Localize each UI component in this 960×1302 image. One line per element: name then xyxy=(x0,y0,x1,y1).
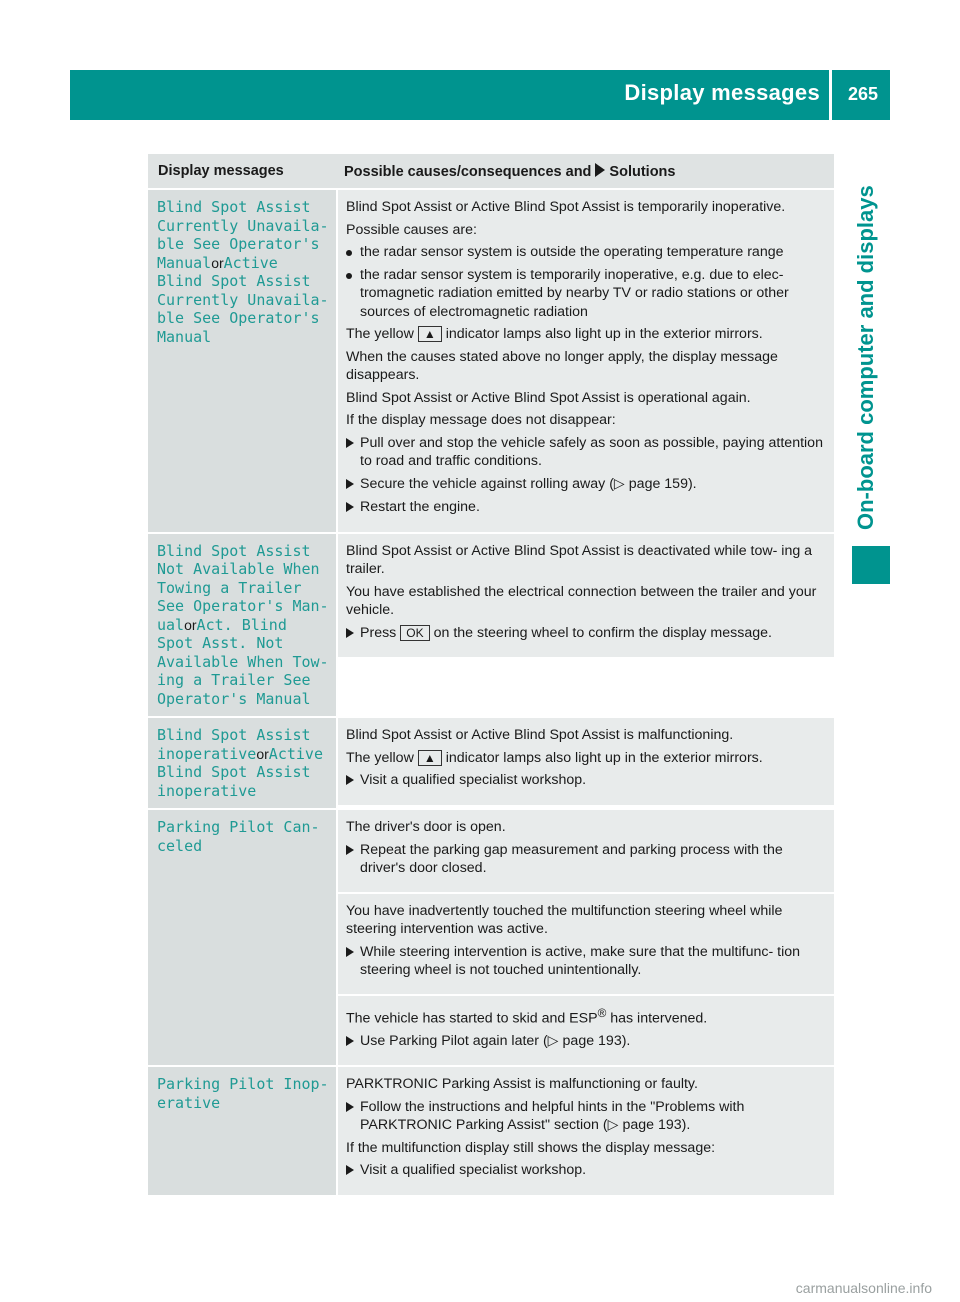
display-message: Parking Pilot Inop‐ erative xyxy=(148,1067,336,1195)
table-row xyxy=(148,808,834,1065)
solution-block: You have inadvertently touched the multifunction steering wheel while steering intervention was active. While steering intervention is active, make sure that the multifunc‐ tion steering wheel is not touched unintentionally. xyxy=(338,894,834,994)
step-item: Visit a qualified specialist workshop. xyxy=(346,771,828,791)
chapter-label: On-board computer and displays xyxy=(853,185,878,530)
solution-block: The vehicle has started to skid and ESP® has intervened. Use Parking Pilot again later (▷ page 193). xyxy=(338,996,834,1066)
bullet-icon xyxy=(346,243,360,262)
section-title: Display messages xyxy=(624,80,820,105)
causes-solutions xyxy=(338,718,834,808)
step-arrow-icon xyxy=(346,624,360,644)
display-message: Blind Spot Assist inoperativeorActive Blind Spot Assist inoperative xyxy=(148,718,336,808)
step-item: Pull over and stop the vehicle safely as soon as possible, paying attention to road and traffic conditions. xyxy=(346,434,828,471)
solution-block: Blind Spot Assist or Active Blind Spot Assist is malfunctioning. The yellow ▲ indicator lamps also light up in the exterior mirrors. Visit a qualified specialist workshop. xyxy=(338,718,834,805)
table-row xyxy=(148,1065,834,1195)
table-header xyxy=(148,154,834,188)
chapter-marker xyxy=(852,546,890,584)
causes-solutions xyxy=(338,1067,834,1195)
step-item: Restart the engine. xyxy=(346,498,828,518)
step-item: Use Parking Pilot again later (▷ page 193). xyxy=(346,1032,828,1052)
list-item: the radar sensor system is outside the operating temperature range xyxy=(346,243,828,262)
step-arrow-icon xyxy=(346,434,360,471)
display-message: Parking Pilot Can‐ celed xyxy=(148,810,336,1065)
step-item: Visit a qualified specialist workshop. xyxy=(346,1161,828,1181)
step-item: Follow the instructions and helpful hints in the "Problems with PARKTRONIC Parking Assist" section (▷ page 193). xyxy=(346,1098,828,1135)
chapter-side-tab xyxy=(852,170,880,530)
header-divider xyxy=(829,70,832,120)
page-header xyxy=(70,70,890,120)
bullet-icon xyxy=(346,266,360,322)
solution-block: PARKTRONIC Parking Assist is malfunctioning or faulty. Follow the instructions and helpful hints in the "Problems with PARKTRONIC Parking Assist" section (▷ page 193). If the multifunction display still shows the display message: Visit a qualified specialist workshop. xyxy=(338,1067,834,1195)
causes-solutions xyxy=(338,810,834,1065)
solution-arrow-icon xyxy=(595,163,605,177)
display-message: Blind Spot Assist Not Available When Towing a Trailer See Operator's Man‐ ualorAct. Blind Spot Asst. Not Available When Tow‐ ing a Trailer See Operator's Manual xyxy=(148,534,336,717)
step-item: Repeat the parking gap measurement and parking process with the driver's door closed. xyxy=(346,841,828,878)
step-arrow-icon xyxy=(346,771,360,791)
display-message: Blind Spot Assist Currently Unavaila‐ ble See Operator's ManualorActive Blind Spot Assist Currently Unavaila‐ ble See Operator's Manual xyxy=(148,190,336,532)
table-row xyxy=(148,532,834,717)
page-number: 265 xyxy=(847,84,878,104)
col-header-causes: Possible causes/consequences and Solutions xyxy=(344,163,676,180)
solution-block: Blind Spot Assist or Active Blind Spot Assist is deactivated while tow‐ ing a trailer. You have established the electrical connection between the trailer and your vehicle. Press OK on the steering wheel to confirm the display message. xyxy=(338,534,834,658)
step-arrow-icon xyxy=(346,1032,360,1052)
table-row xyxy=(148,716,834,808)
causes-solutions xyxy=(338,534,834,717)
step-arrow-icon xyxy=(346,475,360,495)
table-row xyxy=(148,188,834,532)
step-arrow-icon xyxy=(346,841,360,878)
step-arrow-icon xyxy=(346,943,360,980)
watermark: carmanualsonline.info xyxy=(795,1280,932,1296)
solution-block: Blind Spot Assist or Active Blind Spot Assist is temporarily inoperative. Possible causes are: the radar sensor system is outside the operating temperature range the radar sensor system is temporarily inoperative, e.g. due to elec‐ tromagnetic radiation emitted by nearby TV or radio stations or other sources of electromagnetic radiation The yellow ▲ indicator lamps also light up in the exterior mirrors. When the causes stated above no longer apply, the display message disappears. Blind Spot Assist or Active Blind Spot Assist is operational again. If the display message does not disappear: Pull over and stop the vehicle safely as soon as possible, paying attention to road and traffic conditions. Secure the vehicle against rolling away (▷ page 159). Restart the engine. xyxy=(338,190,834,532)
causes-solutions xyxy=(338,190,834,532)
step-item: Secure the vehicle against rolling away (▷ page 159). xyxy=(346,475,828,495)
list-item: the radar sensor system is temporarily inoperative, e.g. due to elec‐ tromagnetic radiation emitted by nearby TV or radio stations or other sources of electromagnetic radiation xyxy=(346,266,828,322)
step-arrow-icon xyxy=(346,498,360,518)
display-messages-table xyxy=(148,154,834,1195)
col-header-messages: Display messages xyxy=(158,163,284,179)
solution-block: The driver's door is open. Repeat the parking gap measurement and parking process with the driver's door closed. xyxy=(338,810,834,892)
blind-spot-indicator-icon: ▲ xyxy=(418,326,442,342)
step-item: Press OK on the steering wheel to confirm the display message. xyxy=(346,624,828,644)
step-arrow-icon xyxy=(346,1098,360,1135)
ok-button-icon: OK xyxy=(400,625,429,641)
blind-spot-indicator-icon: ▲ xyxy=(418,750,442,766)
step-arrow-icon xyxy=(346,1161,360,1181)
step-item: While steering intervention is active, make sure that the multifunc‐ tion steering wheel is not touched unintentionally. xyxy=(346,943,828,980)
